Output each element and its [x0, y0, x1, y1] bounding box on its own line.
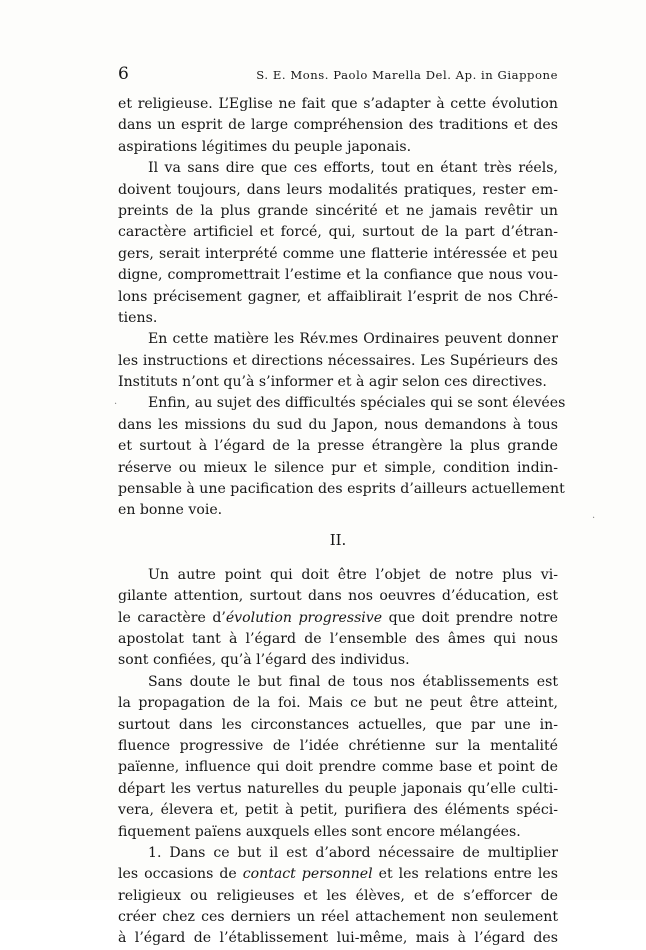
- text-line: en bonne voie.: [118, 502, 223, 519]
- text-line: départ les vertus naturelles du peuple japonais qu’elle culti-: [118, 780, 558, 797]
- text-line: [118, 608, 558, 629]
- text-line: 1. Dans ce but il est d’abord nécessaire de multiplier: [148, 844, 558, 861]
- text-line: les instructions et directions nécessaires. Les Supérieurs des: [118, 352, 558, 369]
- text-line: sont confiées, qu’à l’égard des individus.: [118, 652, 410, 669]
- text-line: créer chez ces derniers un réel attachement non seulement: [118, 909, 558, 926]
- text-line: preints de la plus grande sincérité et ne jamais revêtir un: [118, 202, 558, 219]
- text-line: Enfin, au sujet des difficultés spéciales qui se sont élevées: [148, 395, 566, 412]
- text-line: doivent toujours, dans leurs modalités pratiques, rester em-: [118, 181, 558, 198]
- text-run: les occasions de: [118, 866, 243, 883]
- text-line: réserve ou mieux le silence pur et simple, condition indin-: [118, 459, 558, 476]
- text-line: et religieuse. L’Eglise ne fait que s’adapter à cette évolution: [118, 96, 558, 112]
- paragraph-continuation: [118, 94, 558, 158]
- text-line: apostolat tant à l’égard de l’ensemble des âmes qui nous: [118, 630, 558, 647]
- text-line: caractère artificiel et forcé, qui, surtout de la part d’étran-: [118, 224, 558, 241]
- text-line: [118, 864, 558, 885]
- text-line: la propagation de la foi. Mais ce but ne peut être atteint,: [118, 695, 558, 712]
- text-line: gilante attention, surtout dans nos oeuvres d’éducation, est: [118, 588, 558, 605]
- text-line: surtout dans les circonstances actuelles, que par une in-: [118, 716, 558, 733]
- text-line: Il va sans dire que ces efforts, tout en étant très réels,: [148, 160, 558, 177]
- text-line: Instituts n’ont qu’à s’informer et à agir selon ces directives.: [118, 374, 547, 391]
- text-line: à l’égard de l’établissement lui-même, mais à l’égard des: [118, 930, 558, 947]
- text-line: digne, compromettrait l’estime et la confiance que nous vou-: [118, 267, 558, 284]
- text-line: lons précisement gagner, et affaiblirait l’esprit de nos Chré-: [118, 288, 558, 305]
- text-line: En cette matière les Rév.mes Ordinaires peuvent donner: [148, 331, 558, 348]
- text-line: fiquement païens auxquels elles sont encore mélangées.: [118, 823, 521, 840]
- paragraph-propagation: [118, 672, 558, 843]
- text-line: tiens.: [118, 309, 158, 326]
- page-header: [118, 64, 558, 84]
- body-text: [118, 94, 566, 950]
- text-line: païenne, influence qui doit prendre comme base et point de: [118, 759, 558, 776]
- italic-phrase: évolution progressive: [225, 609, 383, 626]
- text-line: Un autre point qui doit être l’objet de notre plus vi-: [148, 566, 558, 583]
- text-line: gers, serait interprété comme une flatterie intéressée et peu: [118, 245, 558, 262]
- text-run: que doit prendre notre: [382, 609, 558, 626]
- text-line: pensable à une pacification des esprits d’ailleurs actuellement: [118, 481, 565, 498]
- text-line: et surtout à l’égard de la presse étrangère la plus grande: [118, 438, 558, 455]
- text-line: aspirations légitimes du peuple japonais.: [118, 138, 412, 155]
- italic-phrase: contact personnel: [242, 866, 373, 883]
- paragraph-ordinaires: [118, 329, 558, 393]
- text-line: vera, élevera et, petit à petit, purifiera des éléments spéci-: [118, 802, 558, 819]
- text-run: le caractère d’: [118, 609, 226, 626]
- running-head: S. E. Mons. Paolo Marella Del. Ap. in Giappone: [256, 68, 558, 82]
- margin-mark: ·: [592, 513, 596, 524]
- text-line: dans les missions du sud du Japon, nous demandons à tous: [118, 416, 558, 433]
- section-heading: II.: [329, 530, 347, 549]
- text-line: fluence progressive de l’idée chrétienne sur la mentalité: [118, 737, 558, 754]
- paragraph-contact: [118, 843, 558, 950]
- text-run: et les relations entre les: [372, 866, 558, 883]
- text-line: religieux ou religieuses et les élèves, et de s’efforcer de: [118, 887, 558, 904]
- paragraph-efforts: [118, 158, 558, 329]
- margin-mark: ·: [114, 399, 118, 410]
- paragraph-evolution: [118, 565, 558, 672]
- paragraph-difficultes: [118, 393, 566, 521]
- text-line: dans un esprit de large compréhension des traditions et des: [118, 117, 558, 134]
- page-number: 6: [118, 64, 129, 84]
- text-line: Sans doute le but final de tous nos établissements est: [148, 673, 558, 690]
